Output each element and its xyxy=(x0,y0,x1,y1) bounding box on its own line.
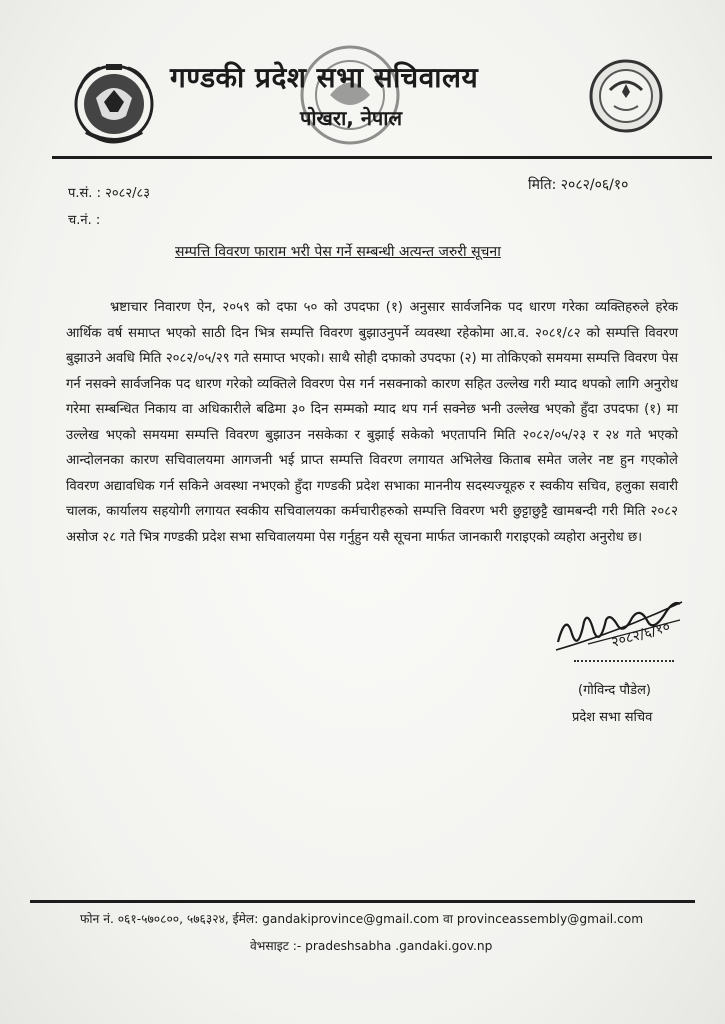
header-divider xyxy=(52,156,712,159)
signature-line xyxy=(574,660,674,663)
footer-website: वेभसाइट :- pradeshsabha .gandaki.gov.np xyxy=(250,939,493,953)
nepal-emblem-icon xyxy=(66,58,162,148)
handwritten-signature xyxy=(548,582,688,657)
footer-contact-info: फोन नं. ०६१-५७०८००, ५७६३२४, ईमेल: gandakiprovince@gmail.com वा provinceassembly@gmail.com xyxy=(80,912,644,926)
reference-number: प.सं. : २०८२/८३ xyxy=(68,186,151,201)
signature-date: २०८२/६/१० xyxy=(609,618,673,651)
organization-name: गण्डकी प्रदेश सभा सचिवालय xyxy=(170,61,479,94)
letter-date: मिति: २०८२/०६/१० xyxy=(528,177,629,193)
province-assembly-seal-icon xyxy=(588,58,664,134)
notice-title: सम्पत्ति विवरण फाराम भरी पेस गर्ने सम्बन्धी अत्यन्त जरुरी सूचना xyxy=(175,244,501,260)
notice-body: भ्रष्टाचार निवारण ऐन, २०५९ को दफा ५० को उपदफा (१) अनुसार सार्वजनिक पद धारण गरेका व्यक्तिहरुले हरेक आर्थिक वर्ष समाप्त भएको साठी दिन भित्र सम्पत्ति विवरण बुझाउनुपर्ने व्यवस्था रहेकोमा आ.व. २०८१/८२ को सम्पत्ति विवरण बुझाउने अवधि मिति २०८२/०५/२९ गते समाप्त भएको। साथै सोही दफाको उपदफा (२) मा तोकिएको समयमा सम्पत्ति विवरण पेस गर्न नसक्ने सार्वजनिक पद धारण गरेको व्यक्तिले विवरण पेस गर्न नसक्नाको कारण सहित उल्लेख गरी म्याद थपको लागि अनुरोध गरेमा सम्बन्धित निकाय वा अधिकारीले बढिमा ३० दिन सम्मको म्याद थप गर्न सक्नेछ भनी उल्लेख भएको हुँदा उपदफा (१) मा उल्लेख भएको समयमा सम्पत्ति विवरण बुझाउन नसकेका र बुझाई सकेको भएतापनि मिति २०८२/०५/२३ र २४ गते भएको आन्दोलनका कारण सचिवालयमा आगजनी भई प्राप्त सम्पत्ति विवरण लगायत अभिलेख किताब समेत जलेर नष्ट हुन गएकोले विवरण अद्यावधिक गर्न सकिने अवस्था नभएको हुँदा गण्डकी प्रदेश सभाका माननीय सदस्यज्यूहरु र स्वकीय सचिव, हलुका सवारी चालक, कार्यालय सहयोगी लगायत स्वकीय सचिवालयका कर्मचारीहरुको सम्पत्ति विवरण भरी छुट्टाछुट्टै खामबन्दी गरी मिति २०८२ असोज २८ गते भित्र गण्डकी प्रदेश सभा सचिवालयमा पेस गर्नुहुन यसै सूचना मार्फत जानकारी गराइएको व्यहोरा अनुरोध छ। xyxy=(66,300,678,545)
organization-location: पोखरा, नेपाल xyxy=(300,106,403,130)
signatory-name: (गोविन्द पौडेल) xyxy=(578,683,651,698)
footer-divider xyxy=(30,900,695,903)
dispatch-number: च.नं. : xyxy=(68,213,101,228)
signatory-title: प्रदेश सभा सचिव xyxy=(572,710,653,725)
